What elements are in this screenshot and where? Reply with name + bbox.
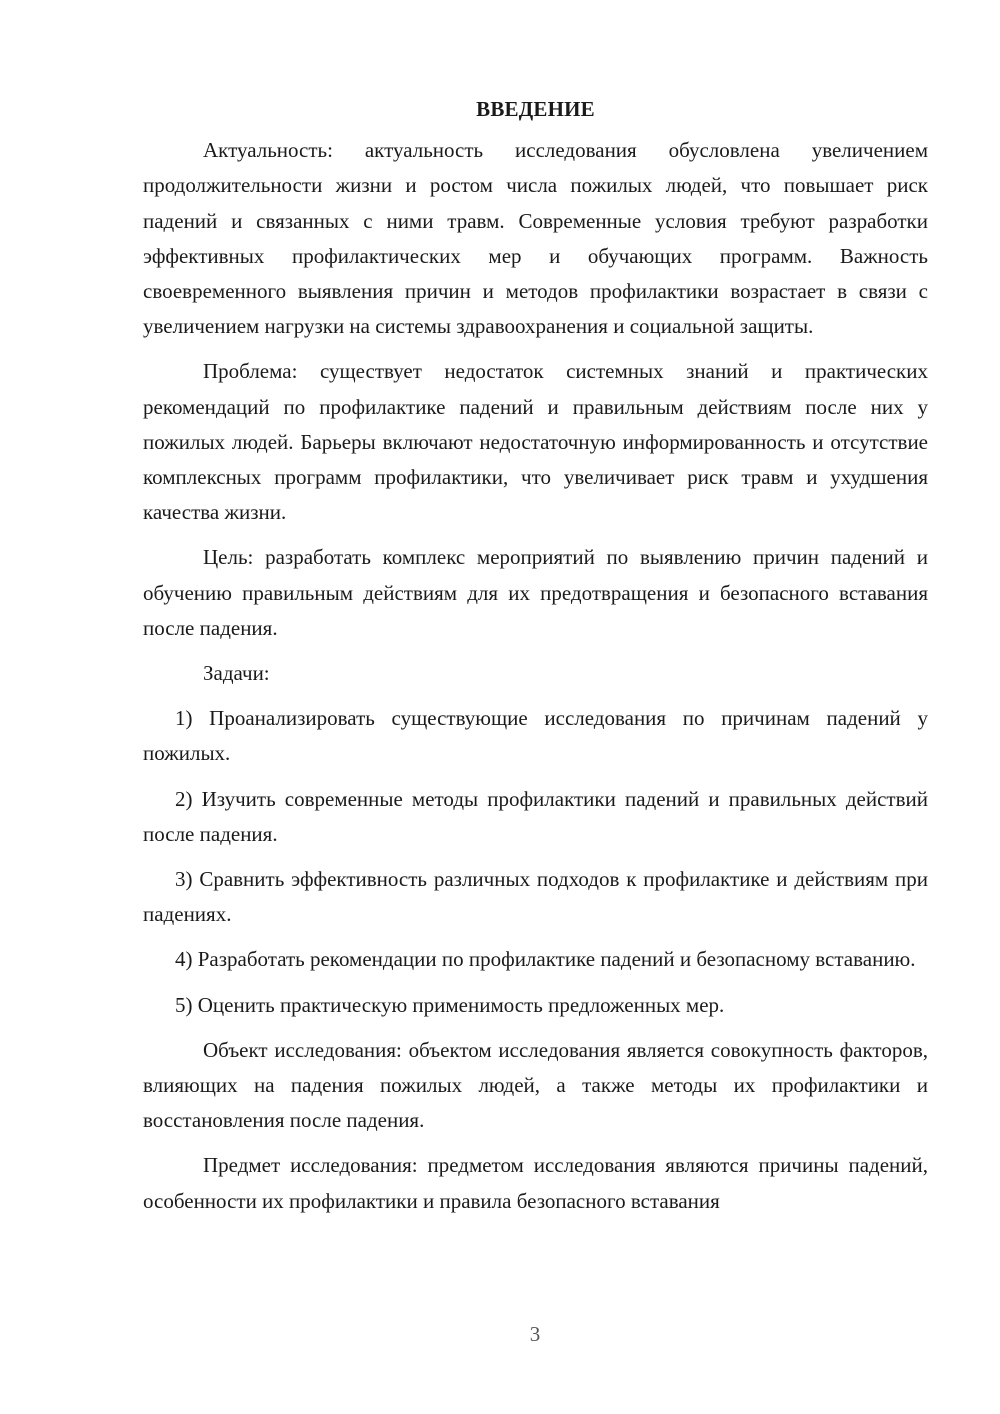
document-page	[143, 92, 928, 1219]
paragraph-object: Объект исследования: объектом исследования является совокупность факторов, влияющих на падения пожилых людей, а также методы их профилактики и восстановления после падения.	[143, 1037, 928, 1133]
page-number: 3	[529, 1322, 541, 1346]
task-item-1: 1) Проанализировать существующие исследования по причинам падений у пожилых.	[143, 706, 928, 766]
paragraph-relevance: Актуальность: актуальность исследования обусловлена увеличением продолжительности жизни и ростом числа пожилых людей, что повышает риск падений и связанных с ними травм. Современные условия требуют разработки эффективных профилактических мер и обучающих программ. Важность своевременного выявления причин и методов профилактики возрастает в связи с увеличением нагрузки на системы здравоохранения и социальной защиты.	[143, 138, 928, 339]
paragraph-problem: Проблема: существует недостаток системных знаний и практических рекомендаций по профилактике падений и правильным действиям после них у пожилых людей. Барьеры включают недостаточную информированность и отсутствие комплексных программ профилактики, что увеличивает риск травм и ухудшения качества жизни.	[143, 359, 928, 525]
task-item-3: 3) Сравнить эффективность различных подходов к профилактике и действиям при падениях.	[143, 867, 928, 927]
task-item-5: 5) Оценить практическую применимость предложенных мер.	[175, 992, 725, 1017]
paragraph-subject: Предмет исследования: предметом исследования являются причины падений, особенности их профилактики и правила безопасного вставания	[143, 1153, 928, 1213]
document-title: ВВЕДЕНИЕ	[476, 97, 595, 121]
task-item-4: 4) Разработать рекомендации по профилактике падений и безопасному вставанию.	[175, 947, 916, 972]
tasks-label: Задачи:	[203, 661, 270, 686]
paragraph-goal: Цель: разработать комплекс мероприятий по выявлению причин падений и обучению правильным действиям для их предотвращения и безопасного вставания после падения.	[143, 545, 928, 640]
task-item-2: 2) Изучить современные методы профилактики падений и правильных действий после падения.	[143, 786, 928, 846]
